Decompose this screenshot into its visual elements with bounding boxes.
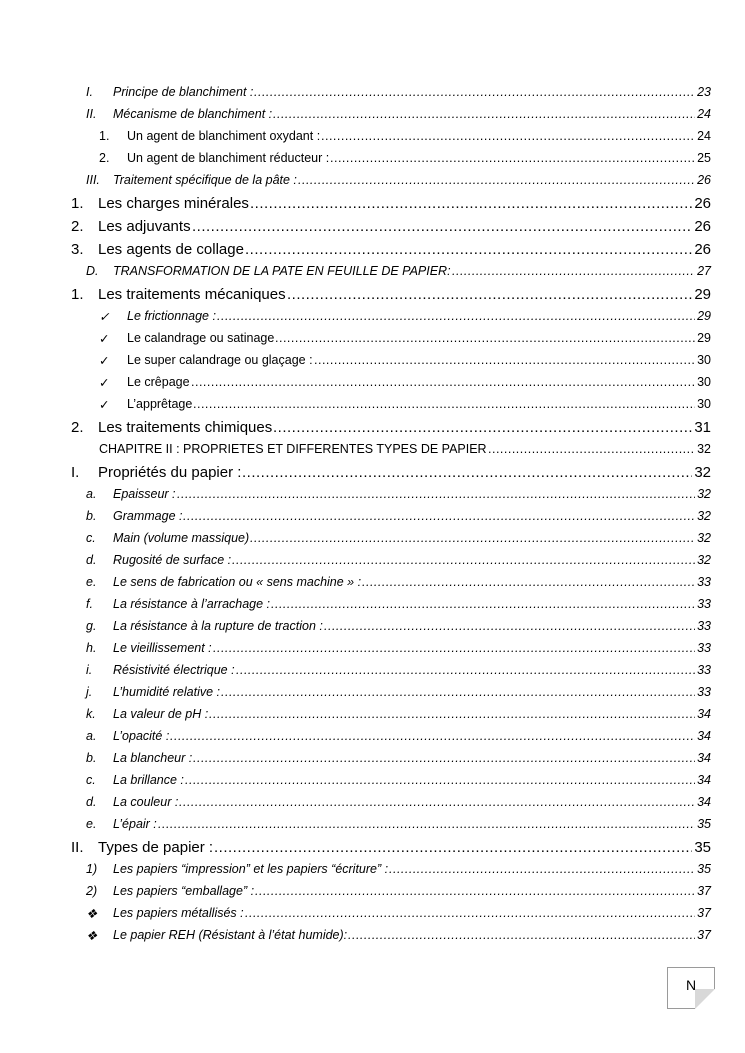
- table-of-contents: [0, 85, 745, 950]
- toc-entry[interactable]: [0, 241, 745, 264]
- toc-entry-label: Le super calandrage ou glaçage :: [127, 353, 313, 367]
- toc-entry-number: 2.: [99, 151, 110, 165]
- toc-entry[interactable]: [0, 619, 745, 641]
- toc-entry-page: 37: [697, 906, 711, 920]
- toc-entry-number: 2.: [71, 419, 84, 436]
- toc-entry[interactable]: [0, 487, 745, 509]
- toc-entry-page: 34: [697, 707, 711, 721]
- toc-entry-number: ❖: [86, 929, 98, 943]
- toc-entry-page: 29: [694, 286, 711, 303]
- toc-entry-page: 32: [697, 509, 711, 523]
- toc-entry-page: 37: [697, 928, 711, 942]
- toc-entry-number: a.: [86, 729, 97, 743]
- toc-entry-number: 1): [86, 862, 98, 876]
- dot-leader: [217, 309, 697, 323]
- toc-entry[interactable]: [0, 906, 745, 928]
- toc-entry[interactable]: [0, 884, 745, 906]
- toc-entry-number: D.: [86, 264, 99, 278]
- toc-entry-number: ✓: [99, 332, 110, 346]
- toc-entry-label: L’épair :: [113, 817, 157, 831]
- dot-leader: [362, 575, 697, 589]
- toc-entry-number: II.: [71, 839, 84, 856]
- toc-entry[interactable]: [0, 928, 745, 950]
- toc-entry-label: La résistance à l’arrachage :: [113, 597, 271, 611]
- toc-entry-page: 25: [697, 151, 711, 165]
- toc-entry-number: i.: [86, 663, 93, 677]
- toc-entry[interactable]: [0, 795, 745, 817]
- toc-entry[interactable]: [0, 286, 745, 309]
- toc-entry-number: 1.: [71, 195, 84, 212]
- toc-entry-number: III.: [86, 173, 100, 187]
- toc-entry-label: CHAPITRE II : PROPRIETES ET DIFFERENTES TYPES DE PAPIER: [99, 442, 487, 456]
- toc-entry-page: 30: [697, 353, 711, 367]
- toc-entry[interactable]: [0, 309, 745, 331]
- toc-entry-page: 34: [697, 795, 711, 809]
- toc-entry-label: Les papiers “emballage” :: [113, 884, 255, 898]
- toc-entry-page: 33: [697, 619, 711, 633]
- dot-leader: [298, 173, 697, 187]
- toc-entry-label: Le calandrage ou satinage: [127, 331, 275, 345]
- toc-entry-label: Les papiers “impression” et les papiers “écriture” :: [113, 862, 389, 876]
- dot-leader: [348, 928, 697, 942]
- dot-leader: [214, 839, 694, 856]
- dot-leader: [158, 817, 697, 831]
- toc-entry-number: f.: [86, 597, 93, 611]
- toc-entry-page: 29: [697, 331, 711, 345]
- dot-leader: [245, 241, 694, 258]
- toc-entry-number: 1.: [99, 129, 110, 143]
- page-label-box: [667, 967, 715, 1009]
- dot-leader: [191, 375, 697, 389]
- toc-entry-page: 33: [697, 597, 711, 611]
- toc-entry-page: 32: [697, 531, 711, 545]
- toc-entry[interactable]: [0, 397, 745, 419]
- dot-leader: [193, 397, 697, 411]
- toc-entry-label: L’apprêtage: [127, 397, 193, 411]
- toc-entry[interactable]: [0, 85, 745, 107]
- toc-entry[interactable]: [0, 862, 745, 884]
- dot-leader: [452, 264, 697, 278]
- toc-entry-label: Mécanisme de blanchiment :: [113, 107, 273, 121]
- toc-entry[interactable]: [0, 839, 745, 862]
- toc-entry[interactable]: [0, 375, 745, 397]
- toc-entry-page: 35: [697, 862, 711, 876]
- toc-entry-label: Le sens de fabrication ou « sens machine » :: [113, 575, 362, 589]
- toc-entry-page: 37: [697, 884, 711, 898]
- toc-entry-page: 34: [697, 751, 711, 765]
- toc-entry[interactable]: [0, 151, 745, 173]
- dot-leader: [170, 729, 697, 743]
- toc-entry[interactable]: [0, 575, 745, 597]
- toc-entry-number: 2.: [71, 218, 84, 235]
- dot-leader: [488, 442, 697, 456]
- toc-entry-label: Grammage :: [113, 509, 183, 523]
- toc-entry-label: Epaisseur :: [113, 487, 176, 501]
- toc-entry[interactable]: [0, 729, 745, 751]
- toc-entry-label: Les agents de collage: [98, 241, 244, 258]
- dot-leader: [273, 107, 697, 121]
- toc-entry[interactable]: [0, 641, 745, 663]
- toc-entry-page: 31: [694, 419, 711, 436]
- toc-entry-number: b.: [86, 751, 97, 765]
- toc-entry-number: ✓: [99, 398, 110, 412]
- toc-entry[interactable]: [0, 597, 745, 619]
- toc-entry-page: 33: [697, 641, 711, 655]
- toc-entry-page: 33: [697, 685, 711, 699]
- dot-leader: [236, 663, 697, 677]
- toc-entry-number: I.: [86, 85, 93, 99]
- toc-entry-label: La valeur de pH :: [113, 707, 209, 721]
- toc-entry-number: d.: [86, 795, 97, 809]
- dot-leader: [321, 129, 697, 143]
- toc-entry-page: 29: [697, 309, 711, 323]
- toc-entry-number: e.: [86, 575, 97, 589]
- toc-entry-label: La blancheur :: [113, 751, 193, 765]
- dot-leader: [193, 751, 697, 765]
- dot-leader: [314, 353, 697, 367]
- toc-entry-page: 33: [697, 575, 711, 589]
- toc-entry-label: Principe de blanchiment :: [113, 85, 254, 99]
- toc-entry-number: 3.: [71, 241, 84, 258]
- toc-entry-page: 26: [694, 195, 711, 212]
- toc-entry[interactable]: [0, 553, 745, 575]
- dot-leader: [183, 509, 697, 523]
- toc-entry[interactable]: [0, 531, 745, 553]
- toc-entry-number: j.: [86, 685, 93, 699]
- dot-leader: [209, 707, 697, 721]
- toc-entry[interactable]: [0, 331, 745, 353]
- toc-entry-number: k.: [86, 707, 96, 721]
- toc-entry[interactable]: [0, 218, 745, 241]
- toc-entry-label: L’opacité :: [113, 729, 170, 743]
- dot-leader: [273, 419, 694, 436]
- toc-entry-page: 26: [694, 218, 711, 235]
- dot-leader: [232, 553, 697, 567]
- toc-entry-page: 24: [697, 129, 711, 143]
- toc-entry-page: 23: [697, 85, 711, 99]
- toc-entry[interactable]: [0, 442, 745, 464]
- toc-entry-number: II.: [86, 107, 97, 121]
- dot-leader: [177, 487, 697, 501]
- toc-entry[interactable]: [0, 353, 745, 375]
- toc-entry[interactable]: [0, 707, 745, 729]
- toc-entry-number: 1.: [71, 286, 84, 303]
- dot-leader: [254, 85, 697, 99]
- toc-entry-number: g.: [86, 619, 97, 633]
- toc-entry-page: 27: [697, 264, 711, 278]
- toc-entry-label: L’humidité relative :: [113, 685, 221, 699]
- toc-entry[interactable]: [0, 195, 745, 218]
- dot-leader: [221, 685, 697, 699]
- dot-leader: [185, 773, 697, 787]
- toc-entry-label: La brillance :: [113, 773, 184, 787]
- toc-entry-number: I.: [71, 464, 80, 481]
- page-label-letter: N: [685, 977, 697, 993]
- toc-entry-number: 2): [86, 884, 98, 898]
- toc-entry-number: e.: [86, 817, 97, 831]
- toc-entry-label: Main (volume massique): [113, 531, 250, 545]
- toc-entry-label: Le vieillissement :: [113, 641, 212, 655]
- toc-entry-page: 32: [697, 487, 711, 501]
- toc-entry-label: La couleur :: [113, 795, 179, 809]
- toc-entry-page: 30: [697, 397, 711, 411]
- toc-entry-page: 33: [697, 663, 711, 677]
- toc-entry-label: Les papiers métallisés :: [113, 906, 244, 920]
- dot-leader: [287, 286, 694, 303]
- toc-entry-number: b.: [86, 509, 97, 523]
- toc-entry-label: Rugosité de surface :: [113, 553, 232, 567]
- toc-entry-label: Types de papier :: [98, 839, 214, 856]
- toc-entry-number: ✓: [99, 376, 110, 390]
- toc-entry-number: h.: [86, 641, 97, 655]
- toc-entry[interactable]: [0, 129, 745, 151]
- toc-entry[interactable]: [0, 264, 745, 286]
- dot-leader: [179, 795, 697, 809]
- toc-entry-label: Les charges minérales: [98, 195, 249, 212]
- dot-leader: [250, 531, 697, 545]
- dot-leader: [330, 151, 697, 165]
- dot-leader: [275, 331, 697, 345]
- toc-entry[interactable]: [0, 419, 745, 442]
- toc-entry[interactable]: [0, 509, 745, 531]
- toc-entry-page: 35: [697, 817, 711, 831]
- toc-entry-label: Un agent de blanchiment oxydant :: [127, 129, 321, 143]
- toc-entry-page: 32: [697, 553, 711, 567]
- toc-entry[interactable]: [0, 773, 745, 795]
- toc-entry-label: Les traitements mécaniques: [98, 286, 286, 303]
- toc-entry-label: Le frictionnage :: [127, 309, 216, 323]
- toc-entry-label: La résistance à la rupture de traction :: [113, 619, 323, 633]
- toc-entry[interactable]: [0, 751, 745, 773]
- toc-entry-page: 34: [697, 773, 711, 787]
- dot-leader: [389, 862, 697, 876]
- folded-corner: [695, 989, 715, 1009]
- toc-entry-page: 32: [694, 464, 711, 481]
- dot-leader: [255, 884, 697, 898]
- dot-leader: [271, 597, 697, 611]
- toc-entry-number: ✓: [99, 310, 110, 324]
- dot-leader: [245, 906, 697, 920]
- toc-entry-page: 26: [694, 241, 711, 258]
- toc-entry-page: 34: [697, 729, 711, 743]
- toc-entry[interactable]: [0, 663, 745, 685]
- toc-entry-page: 35: [694, 839, 711, 856]
- toc-entry-label: Un agent de blanchiment réducteur :: [127, 151, 330, 165]
- toc-entry-number: ✓: [99, 354, 110, 368]
- toc-entry-label: Traitement spécifique de la pâte :: [113, 173, 297, 187]
- toc-entry-label: Le crêpage: [127, 375, 190, 389]
- toc-entry-label: Le papier REH (Résistant à l’état humide):: [113, 928, 348, 942]
- toc-entry-label: Les adjuvants: [98, 218, 191, 235]
- toc-entry-label: TRANSFORMATION DE LA PATE EN FEUILLE DE PAPIER:: [113, 264, 451, 278]
- toc-entry-page: 26: [697, 173, 711, 187]
- toc-entry-label: Propriétés du papier :: [98, 464, 242, 481]
- toc-entry-page: 24: [697, 107, 711, 121]
- toc-entry-number: ❖: [86, 907, 98, 921]
- toc-entry-label: Les traitements chimiques: [98, 419, 273, 436]
- dot-leader: [324, 619, 697, 633]
- toc-entry-page: 30: [697, 375, 711, 389]
- dot-leader: [213, 641, 697, 655]
- dot-leader: [192, 218, 694, 235]
- toc-entry[interactable]: [0, 817, 745, 839]
- toc-entry[interactable]: [0, 685, 745, 707]
- toc-entry[interactable]: [0, 464, 745, 487]
- toc-entry-number: a.: [86, 487, 97, 501]
- dot-leader: [242, 464, 694, 481]
- toc-entry-number: c.: [86, 531, 96, 545]
- toc-entry-number: d.: [86, 553, 97, 567]
- toc-entry[interactable]: [0, 107, 745, 129]
- toc-entry[interactable]: [0, 173, 745, 195]
- dot-leader: [250, 195, 694, 212]
- toc-entry-label: Résistivité électrique :: [113, 663, 235, 677]
- toc-entry-page: 32: [697, 442, 711, 456]
- toc-entry-number: c.: [86, 773, 96, 787]
